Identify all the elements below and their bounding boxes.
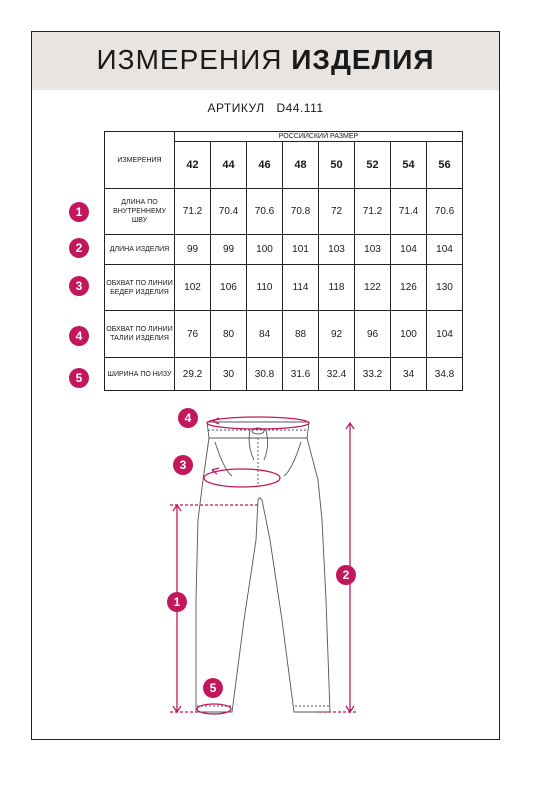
table-cell: 104 xyxy=(427,311,463,358)
article-label: АРТИКУЛ xyxy=(207,101,265,115)
table-cell: 88 xyxy=(283,311,319,358)
diagram-marker-5: 5 xyxy=(203,678,223,698)
table-cell: 126 xyxy=(391,265,427,311)
table-cell: 101 xyxy=(283,235,319,265)
title-light: ИЗМЕРЕНИЯ xyxy=(96,44,283,75)
row-label: ДЛИНА ПО ВНУТРЕННЕМУ ШВУ xyxy=(105,189,175,235)
size-header: 50 xyxy=(319,142,355,189)
diagram-marker-3: 3 xyxy=(173,455,193,475)
table-cell: 71.2 xyxy=(175,189,211,235)
table-cell: 130 xyxy=(427,265,463,311)
table-cell: 33.2 xyxy=(355,358,391,391)
size-header: 48 xyxy=(283,142,319,189)
row-number-badge: 1 xyxy=(69,202,89,222)
table-cell: 31.6 xyxy=(283,358,319,391)
diagram-marker-2: 2 xyxy=(336,565,356,585)
hem-measure-line xyxy=(197,704,231,714)
table-cell: 103 xyxy=(355,235,391,265)
row-label: ОБХВАТ ПО ЛИНИИ ТАЛИИ ИЗДЕЛИЯ xyxy=(105,311,175,358)
title-bold: ИЗДЕЛИЯ xyxy=(291,44,435,75)
size-header: 56 xyxy=(427,142,463,189)
pants-outline xyxy=(196,422,330,712)
table-cell: 99 xyxy=(175,235,211,265)
size-header: 46 xyxy=(247,142,283,189)
article-code: D44.111 xyxy=(276,101,324,115)
row-number-badge: 5 xyxy=(69,368,89,388)
table-cell: 76 xyxy=(175,311,211,358)
diagram-marker-1: 1 xyxy=(167,592,187,612)
row-label: ШИРИНА ПО НИЗУ xyxy=(105,358,175,391)
size-group-header: РОССИЙСКИЙ РАЗМЕР xyxy=(175,132,463,142)
table-cell: 100 xyxy=(247,235,283,265)
table-cell: 32.4 xyxy=(319,358,355,391)
table-cell: 29.2 xyxy=(175,358,211,391)
table-cell: 104 xyxy=(391,235,427,265)
measurements-header: ИЗМЕРЕНИЯ xyxy=(105,132,175,189)
table-cell: 70.8 xyxy=(283,189,319,235)
table-cell: 99 xyxy=(211,235,247,265)
table-cell: 122 xyxy=(355,265,391,311)
table-cell: 71.2 xyxy=(355,189,391,235)
table-cell: 70.6 xyxy=(427,189,463,235)
row-label: ДЛИНА ИЗДЕЛИЯ xyxy=(105,235,175,265)
diagram-marker-4: 4 xyxy=(178,408,198,428)
table-cell: 92 xyxy=(319,311,355,358)
row-number-badge: 3 xyxy=(69,276,89,296)
row-label: ОБХВАТ ПО ЛИНИИ БЕДЕР ИЗДЕЛИЯ xyxy=(105,265,175,311)
table-cell: 110 xyxy=(247,265,283,311)
table-cell: 30.8 xyxy=(247,358,283,391)
size-header: 52 xyxy=(355,142,391,189)
table-cell: 71.4 xyxy=(391,189,427,235)
table-cell: 114 xyxy=(283,265,319,311)
hip-measure-line xyxy=(204,469,280,487)
table-cell: 102 xyxy=(175,265,211,311)
table-cell: 80 xyxy=(211,311,247,358)
table-cell: 34 xyxy=(391,358,427,391)
row-number-badge: 4 xyxy=(69,326,89,346)
waist-arrow xyxy=(213,418,219,424)
table-cell: 118 xyxy=(319,265,355,311)
table-cell: 103 xyxy=(319,235,355,265)
table-cell: 104 xyxy=(427,235,463,265)
waist-measure-line xyxy=(207,417,309,429)
table-cell: 70.6 xyxy=(247,189,283,235)
table-cell: 34.8 xyxy=(427,358,463,391)
size-header: 42 xyxy=(175,142,211,189)
table-cell: 70.4 xyxy=(211,189,247,235)
table-cell: 84 xyxy=(247,311,283,358)
size-header: 44 xyxy=(211,142,247,189)
row-number-badge: 2 xyxy=(69,238,89,258)
table-cell: 96 xyxy=(355,311,391,358)
table-cell: 100 xyxy=(391,311,427,358)
size-header: 54 xyxy=(391,142,427,189)
table-cell: 30 xyxy=(211,358,247,391)
table-cell: 106 xyxy=(211,265,247,311)
measurement-lines xyxy=(170,417,358,714)
table-cell: 72 xyxy=(319,189,355,235)
